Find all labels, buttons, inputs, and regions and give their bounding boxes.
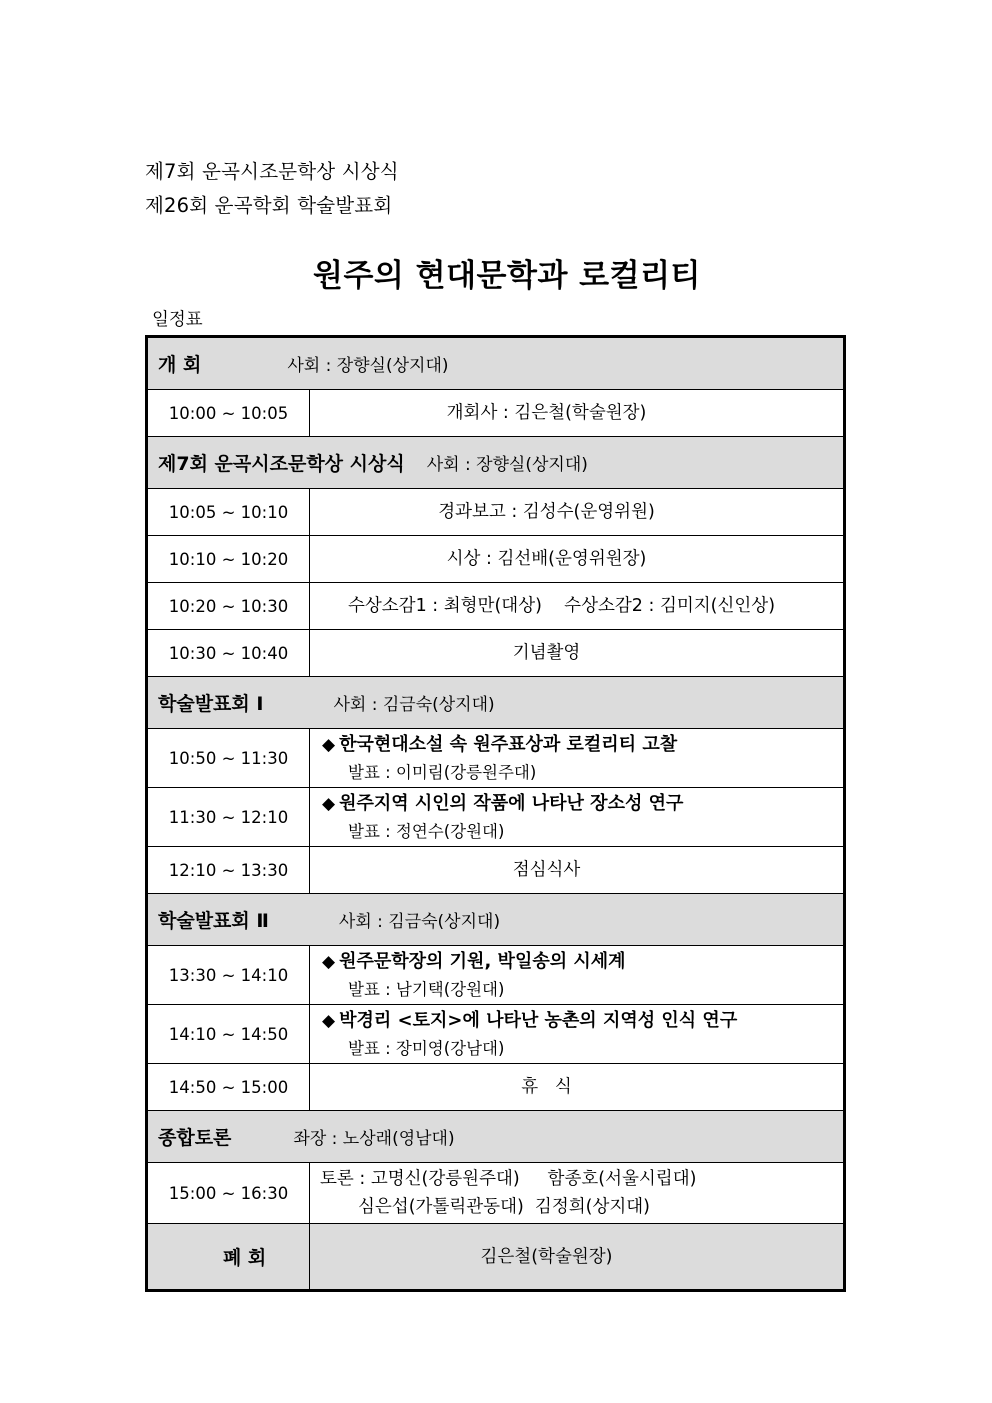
table-row — [147, 946, 845, 1005]
section-header-closing — [147, 1224, 845, 1291]
row-content — [310, 1163, 845, 1224]
presentation-title-text: 박경리 <토지>에 나타난 농촌의 지역성 인식 연구 — [339, 1009, 738, 1031]
presentation-title — [322, 790, 843, 818]
row-content — [310, 489, 845, 536]
presentation-block — [310, 1007, 843, 1062]
section-subtitle: 좌장 : 노상래(영남대) — [293, 1129, 455, 1149]
heading-line-1: 제7회 운곡시조문학상 시상식 — [145, 160, 399, 183]
table-row — [147, 390, 845, 437]
row-time: 10:10 ~ 10:20 — [147, 536, 310, 583]
row-time: 14:10 ~ 14:50 — [147, 1005, 310, 1064]
presentation-title-text: 한국현대소설 속 원주표상과 로컬리티 고찰 — [339, 733, 678, 755]
row-content-text: 개회사 : 김은철(학술원장) — [446, 403, 647, 423]
table-row — [147, 583, 845, 630]
row-time: 14:50 ~ 15:00 — [147, 1064, 310, 1111]
discussion-line: 토론 : 고명신(강릉원주대) 함종호(서울시립대) — [320, 1169, 697, 1189]
table-row — [147, 1163, 845, 1224]
row-time: 13:30 ~ 14:10 — [147, 946, 310, 1005]
table-row — [147, 489, 845, 536]
section-header-award-ceremony — [147, 437, 845, 489]
row-content — [310, 1005, 845, 1064]
presentation-title — [322, 731, 843, 759]
section-header-cell — [147, 677, 845, 729]
row-content — [310, 390, 845, 437]
section-title: 학술발표회 Ⅰ — [158, 693, 264, 715]
diamond-bullet-icon: ◆ — [322, 793, 336, 814]
discussion-block — [310, 1165, 843, 1221]
section-title: 제7회 운곡시조문학상 시상식 — [158, 453, 405, 475]
presentation-author: 발표 : 정연수(강원대) — [348, 821, 505, 841]
row-content — [310, 729, 845, 788]
row-time: 10:50 ~ 11:30 — [147, 729, 310, 788]
section-header-session-1 — [147, 677, 845, 729]
row-time: 12:10 ~ 13:30 — [147, 847, 310, 894]
diamond-bullet-icon: ◆ — [322, 1010, 336, 1031]
heading-line-2: 제26회 운곡학회 학술발표회 — [145, 194, 393, 217]
presentation-block — [310, 790, 843, 845]
presentation-title-text: 원주지역 시인의 작품에 나타난 장소성 연구 — [339, 792, 684, 814]
section-header-cell — [147, 437, 845, 489]
table-row — [147, 847, 845, 894]
row-content-text: 휴 식 — [521, 1077, 572, 1097]
document-heading-block — [145, 155, 845, 223]
closing-text: 김은철(학술원장) — [480, 1246, 613, 1267]
section-header-cell — [147, 894, 845, 946]
presentation-block — [310, 731, 843, 786]
section-header-opening — [147, 337, 845, 390]
section-header-session-2 — [147, 894, 845, 946]
row-content-text: 시상 : 김선배(운영위원장) — [446, 549, 647, 569]
presentation-author: 발표 : 이미림(강릉원주대) — [348, 762, 537, 782]
row-content-text: 수상소감1 : 최형만(대상) 수상소감2 : 김미지(신인상) — [347, 596, 776, 616]
row-content — [310, 583, 845, 630]
section-title: 개 회 — [158, 354, 202, 376]
closing-content — [310, 1224, 845, 1291]
section-subtitle: 사회 : 김금숙(상지대) — [338, 912, 501, 932]
presentation-author: 발표 : 장미영(강남대) — [348, 1038, 505, 1058]
table-row — [147, 729, 845, 788]
table-row — [147, 788, 845, 847]
diamond-bullet-icon: ◆ — [322, 951, 336, 972]
row-time: 10:00 ~ 10:05 — [147, 390, 310, 437]
presentation-block — [310, 948, 843, 1003]
closing-title: 폐 회 — [222, 1247, 267, 1269]
presentation-author: 발표 : 남기택(강원대) — [348, 979, 505, 999]
schedule-table — [145, 335, 846, 1292]
table-row — [147, 1005, 845, 1064]
section-subtitle: 사회 : 장향실(상지대) — [426, 455, 588, 475]
row-content — [310, 536, 845, 583]
section-header-cell — [147, 337, 845, 390]
presentation-title — [322, 1007, 843, 1035]
table-row — [147, 1064, 845, 1111]
row-content-text: 점심식사 — [512, 860, 581, 880]
section-title: 학술발표회 Ⅱ — [158, 910, 269, 932]
presentation-title-text: 원주문학장의 기원, 박일송의 시세계 — [339, 950, 626, 972]
schedule-caption: 일정표 — [152, 310, 203, 330]
row-time: 15:00 ~ 16:30 — [147, 1163, 310, 1224]
row-content-text: 기념촬영 — [512, 643, 581, 663]
page-title: 원주의 현대문학과 로컬리티 — [313, 258, 701, 294]
row-content — [310, 1064, 845, 1111]
section-title: 종합토론 — [158, 1127, 232, 1149]
presentation-title — [322, 948, 843, 976]
schedule-table-wrapper — [145, 335, 843, 1292]
section-subtitle: 사회 : 장향실(상지대) — [287, 356, 449, 376]
section-subtitle: 사회 : 김금숙(상지대) — [333, 695, 495, 715]
row-content — [310, 630, 845, 677]
table-row — [147, 536, 845, 583]
closing-title-cell — [147, 1224, 310, 1291]
section-header-panel-discussion — [147, 1111, 845, 1163]
row-content — [310, 788, 845, 847]
row-time: 10:05 ~ 10:10 — [147, 489, 310, 536]
discussion-line: 심은섭(가톨릭관동대) 김정희(상지대) — [358, 1197, 651, 1217]
row-content — [310, 847, 845, 894]
row-time: 10:30 ~ 10:40 — [147, 630, 310, 677]
table-row — [147, 630, 845, 677]
row-content-text: 경과보고 : 김성수(운영위원) — [438, 502, 655, 522]
diamond-bullet-icon: ◆ — [322, 734, 336, 755]
row-time: 11:30 ~ 12:10 — [147, 788, 310, 847]
row-content — [310, 946, 845, 1005]
section-header-cell — [147, 1111, 845, 1163]
row-time: 10:20 ~ 10:30 — [147, 583, 310, 630]
